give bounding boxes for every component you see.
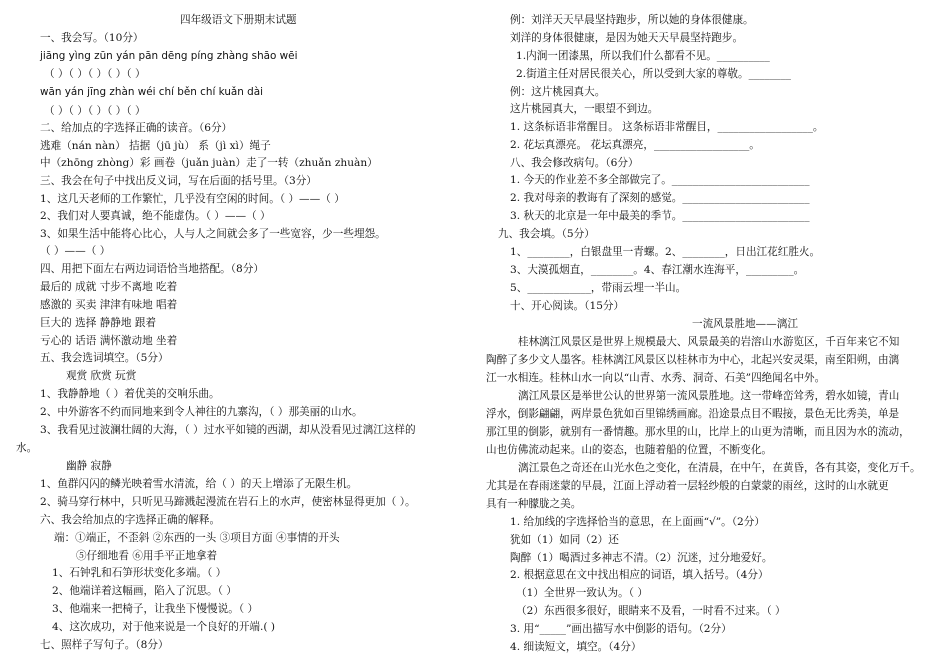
right-line-34: 3. 用“_____”画出描写水中倒影的语句。（2分） — [510, 623, 732, 635]
left-line-17: 巨大的 选择 静静地 跟着 — [40, 317, 157, 329]
right-line-24: 山也仿佛流动起来。山的姿态，也随着船的位置，不断变化。 — [486, 444, 773, 456]
left-line-25: 幽静 寂静 — [66, 460, 112, 472]
right-line-9: 1. 今天的作业差不多全部做完了。__________________________ — [510, 174, 810, 186]
left-line-14: 四、用把下面左右两边词语恰当地搭配。（8分） — [40, 263, 264, 275]
right-line-31: 2. 根据意思在文中找出相应的词语，填入括号。（4分） — [510, 569, 769, 581]
right-line-17: 一流风景胜地——漓江 — [692, 318, 798, 330]
right-line-6: 1. 这条标语非常醒目。 这条标语非常醒目，__________________。 — [510, 121, 824, 133]
right-line-25: 漓江景色之奇还在山光水色之变化，在清晨，在中午，在黄昏，各有其姿，变化万千。 — [518, 462, 921, 474]
right-line-7: 2. 花坛真漂亮。 花坛真漂亮，__________________。 — [510, 139, 760, 151]
left-line-5: （ ）（ ）（ ）（ ）（ ） — [44, 105, 146, 117]
right-line-10: 2. 我对母亲的教诲有了深刻的感觉。________________________ — [510, 192, 810, 204]
right-line-27: 具有一种朦胧之美。 — [486, 498, 582, 510]
left-line-0: 四年级语文下册期末试题 — [180, 14, 297, 26]
left-line-15: 最后的 成就 寸步不离地 吃着 — [40, 281, 178, 293]
right-line-5: 这片桃园真大，一眼望不到边。 — [510, 103, 659, 115]
left-line-19: 五、我会选词填空。（5分） — [40, 352, 169, 364]
right-line-33: （2）东西很多很好，眼睛来不及看，一时看不过来。（ ） — [516, 605, 786, 617]
right-line-22: 浮水，倒影翩翩，两岸景色犹如百里锦绣画廊。沿途景点目不暇接，景色无比秀美，单是 — [486, 408, 900, 420]
left-line-34: 4、这次成功，对于他来说是一个良好的开端.( ) — [52, 621, 276, 633]
left-line-10: 1、这几天老师的工作繁忙，几乎没有空闲的时间。（ ）——（ ） — [40, 193, 345, 205]
right-line-1: 刘洋的身体很健康，是因为她天天早晨坚持跑步。 — [510, 32, 744, 44]
left-line-23: 3、我看见过波澜壮阔的大海，（ ）过水平如镜的西湖，却从没看见过漓江这样的 — [40, 424, 416, 436]
left-line-1: 一、我会写。（10分） — [40, 32, 144, 44]
left-line-22: 2、中外游客不约而同地来到令人神往的九寨沟，（ ）那美丽的山水。 — [40, 406, 363, 418]
right-line-26: 尤其是在春雨迷蒙的早晨，江面上浮动着一层轻纱般的白蒙蒙的雨丝，这时的山水就更 — [486, 480, 889, 492]
right-line-2: 1.内涧一团漆黑，所以我们什么都看不见。__________ — [516, 50, 770, 62]
left-line-35: 七、照样子写句子。（8分） — [40, 639, 169, 651]
left-line-13: （ ）——（ ） — [40, 245, 111, 257]
left-line-9: 三、我会在句子中找出反义词，写在后面的括号里。（3分） — [40, 175, 317, 187]
left-line-11: 2、我们对人要真诚，绝不能虚伪。（ ）——（ ） — [40, 210, 271, 222]
right-line-14: 3、大漠孤烟直，________。4、春江潮水连海平，_________。 — [510, 264, 805, 276]
left-line-20: 观赏 欣赏 玩赏 — [66, 370, 137, 382]
left-line-12: 3、如果生活中能将心比心，人与人之间就会多了一些宽容，少一些埋怨。 — [40, 228, 386, 240]
left-line-27: 2、骑马穿行林中，只听见马蹄溅起漫流在岩石上的水声，使密林显得更加（ ）。 — [40, 496, 416, 508]
left-line-28: 六、我会给加点的字选择正确的解释。 — [40, 514, 221, 526]
right-line-18: 桂林漓江风景区是世界上规模最大、风景最美的岩溶山水游览区，千百年来它不知 — [518, 336, 900, 348]
right-line-13: 1、________，白银盘里一青螺。2、________，日出江花红胜火。 — [510, 246, 821, 258]
right-line-15: 5、____________，带雨云埋一半山。 — [510, 282, 687, 294]
left-line-3: （ ）（ ）（ ）（ ）（ ） — [44, 68, 146, 80]
right-line-12: 九、我会填。（5分） — [498, 228, 595, 240]
left-line-29: 端：①端正，不歪斜 ②东西的一头 ③项目方面 ④事情的开头 — [54, 532, 340, 544]
right-line-0: 例：刘洋天天早晨坚持跑步，所以她的身体很健康。 — [510, 14, 754, 26]
left-line-32: 2、他端详着这幅画，陷入了沉思。（ ） — [52, 585, 237, 597]
left-line-7: 逃难（nán nàn） 拮据（jū jù） 系（jì xì）绳子 — [40, 140, 271, 152]
right-line-4: 例：这片桃园真大。 — [510, 86, 606, 98]
right-line-29: 犹如（1）如同（2）还 — [510, 534, 619, 546]
left-line-31: 1、石钟乳和石笋形状变化多端。（ ） — [52, 567, 227, 579]
left-line-18: 亏心的 话语 满怀激动地 坐着 — [40, 335, 178, 347]
right-line-8: 八、我会修改病句。（6分） — [510, 157, 639, 169]
left-line-24: 水。 — [16, 442, 38, 454]
right-line-30: 陶醉（1）喝酒过多神志不清。（2）沉迷，过分地爱好。 — [510, 552, 773, 564]
right-line-19: 陶醉了多少文人墨客。桂林漓江风景区以桂林市为中心，北起兴安灵渠，南至阳朔，由漓 — [486, 354, 900, 366]
left-line-2: jiāng yìng zūn yán pān dēng píng zhàng shāo wēi — [40, 50, 298, 62]
left-line-26: 1、鱼群闪闪的鳞光映着雪水清流，给（ ）的天上增添了无限生机。 — [40, 478, 358, 490]
right-column — [486, 0, 950, 672]
right-line-32: （1）全世界一致认为。（ ） — [516, 587, 648, 599]
left-line-33: 3、他端来一把椅子，让我坐下慢慢说。（ ） — [52, 603, 259, 615]
left-line-8: 中（zhōng zhòng）彩 画卷（juǎn juàn）走了一转（zhuǎn zhuàn） — [40, 157, 378, 169]
left-line-21: 1、我静静地（ ）着优美的交响乐曲。 — [40, 388, 220, 400]
right-line-11: 3. 秋天的北京是一年中最美的季节。________________________ — [510, 210, 810, 222]
right-line-35: 4. 细读短文，填空。（4分） — [510, 641, 642, 653]
left-line-6: 二、给加点的字选择正确的读音。（6分） — [40, 122, 233, 134]
right-line-3: 2.街道主任对居民很关心，所以受到大家的尊敬。________ — [516, 68, 791, 80]
right-line-20: 江一水相连。桂林山水一向以“山青、水秀、洞奇、石美”四绝闻名中外。 — [486, 372, 826, 384]
right-line-28: 1. 给加线的字选择恰当的意思，在上面画“√”。（2分） — [510, 516, 765, 528]
right-line-23: 那江里的倒影，就别有一番情趣。那水里的山，比岸上的山更为清晰，而且因为水的流动， — [486, 426, 910, 438]
left-line-30: ⑤仔细地看 ⑥用手平正地拿着 — [76, 550, 218, 562]
left-line-4: wān yán jīng zhàn wéi chí běn chí kuǎn dài — [40, 86, 264, 98]
left-line-16: 感激的 买卖 津津有味地 唱着 — [40, 299, 178, 311]
right-line-16: 十、开心阅读。（15分） — [510, 300, 625, 312]
right-line-21: 漓江风景区是举世公认的世界第一流风景胜地。这一带峰峦耸秀，碧水如镜，青山 — [518, 390, 900, 402]
